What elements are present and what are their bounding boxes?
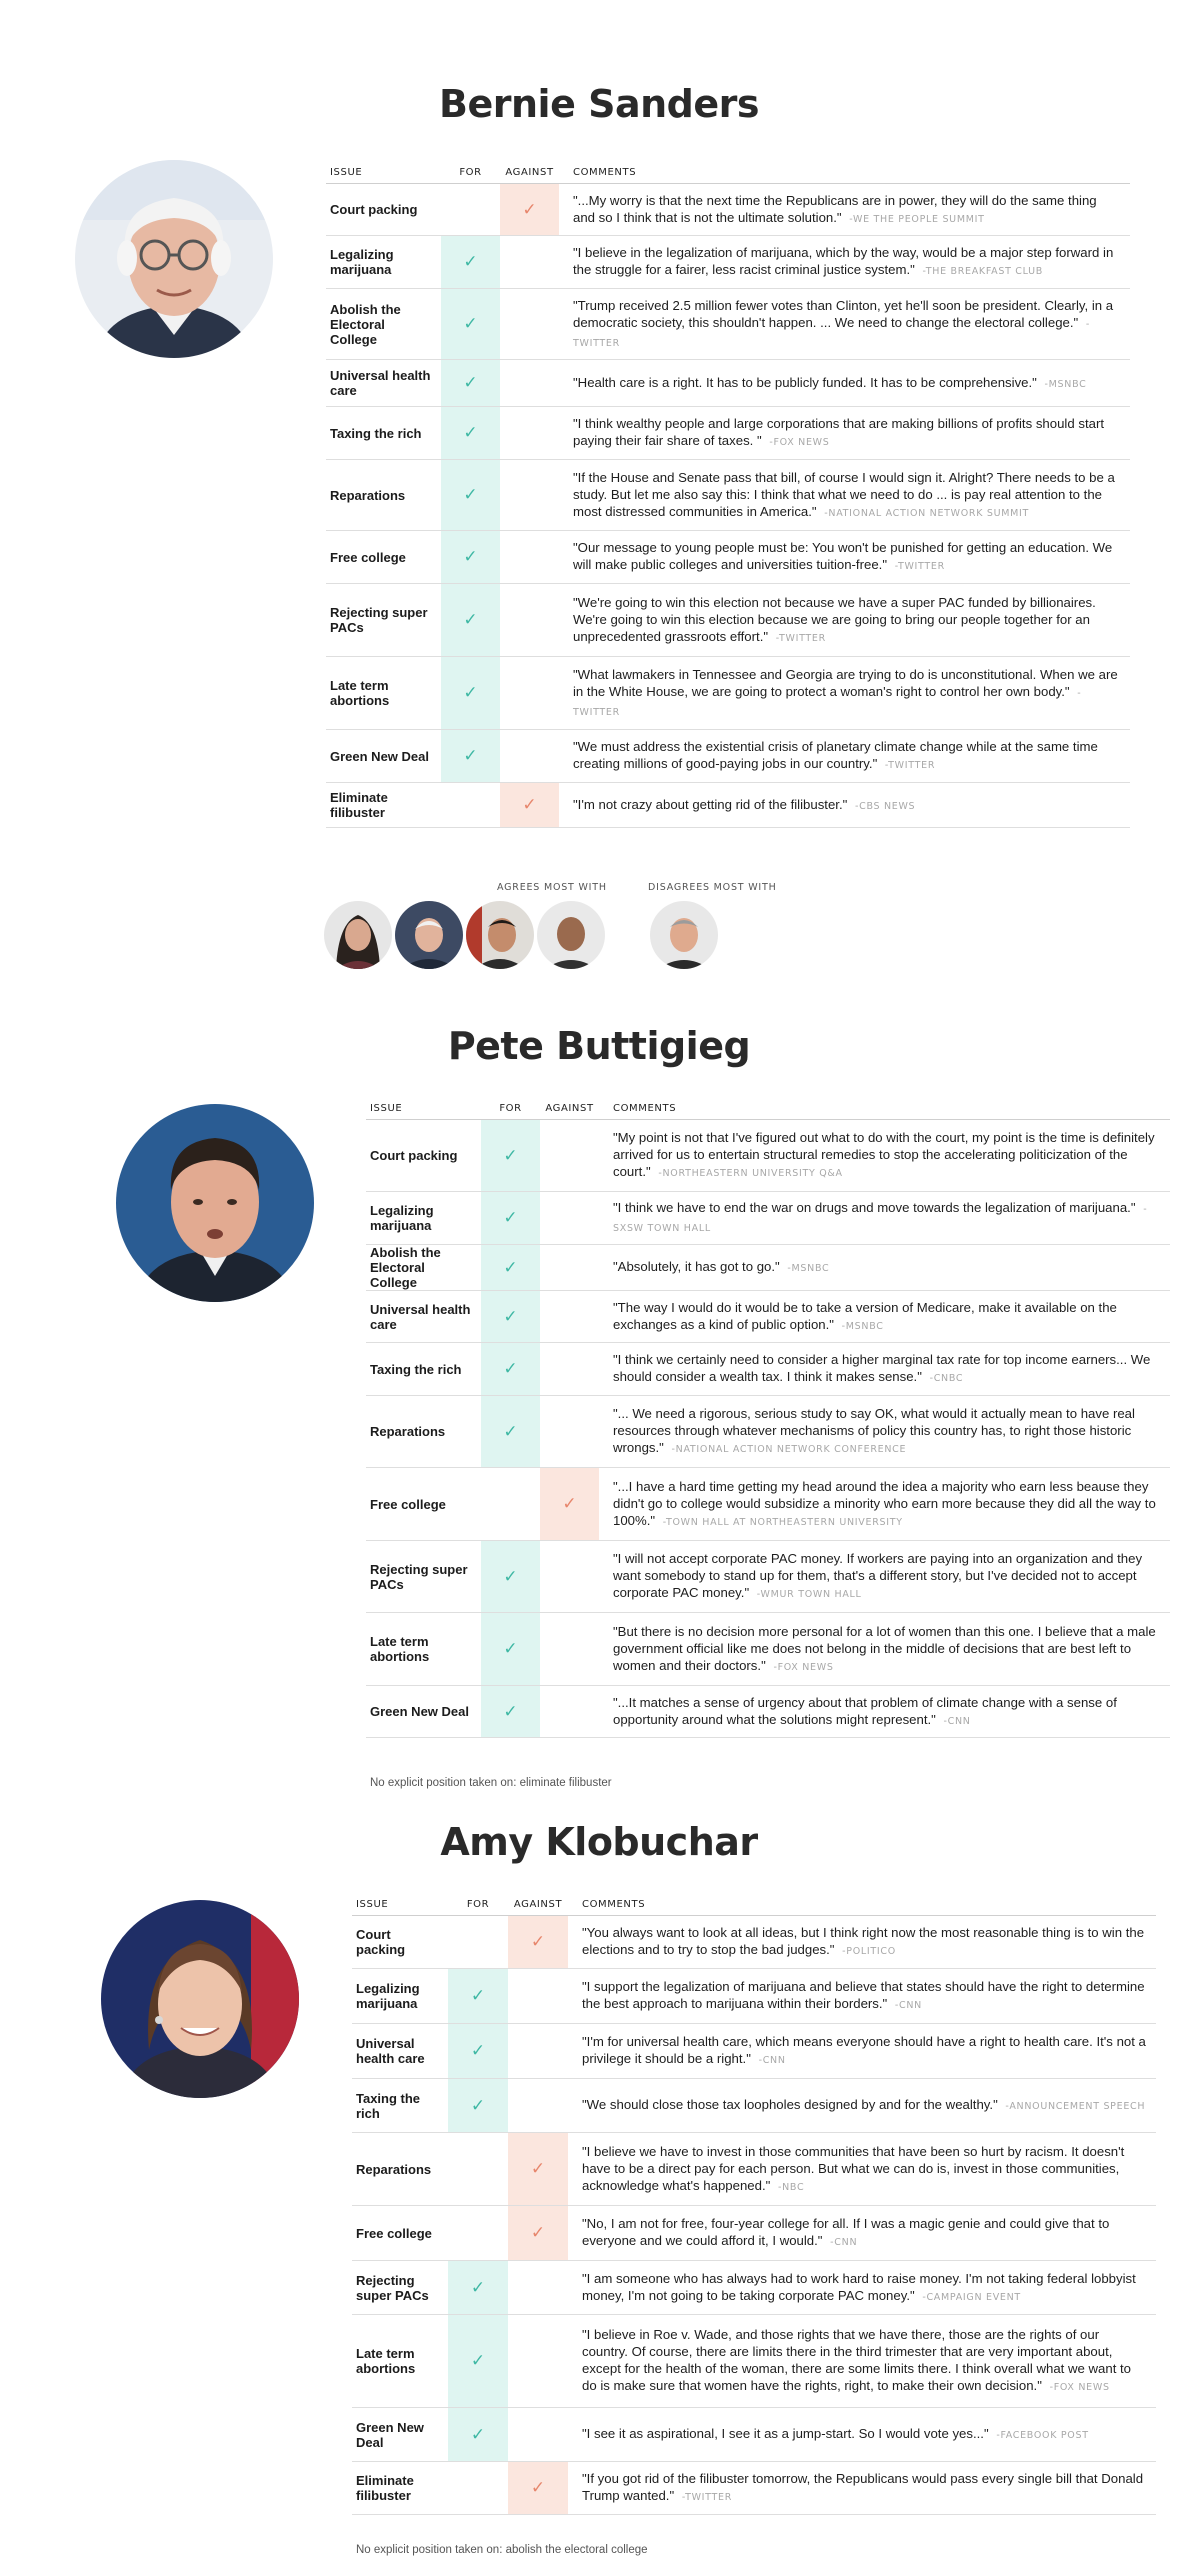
issue-label: Late term abortions [366,1613,481,1686]
comment-source: -CNN [894,2000,922,2011]
comment-cell [559,460,1130,531]
agrees-most-with-label: AGREES MOST WITH [497,882,607,893]
comment-cell [568,2261,1156,2315]
check-icon: ✓ [503,1208,518,1227]
comment-cell [568,2315,1156,2408]
comments-column-header: COMMENTS [568,1896,1156,1916]
comment-cell [568,2024,1156,2079]
table-row [366,1343,1170,1396]
table-row [352,2315,1156,2408]
for-cell [441,584,500,657]
candidate-name: Amy Klobuchar [440,1820,758,1864]
for-cell [448,2315,508,2408]
comment-source: -FACEBOOK POST [996,2430,1089,2441]
table-row [352,2462,1156,2515]
check-icon: ✓ [463,610,478,629]
check-icon: ✓ [530,2478,546,2497]
comments-column-header: COMMENTS [559,164,1130,184]
for-cell [448,1916,508,1969]
no-position-note: No explicit position taken on: eliminate filibuster [370,1777,612,1789]
against-cell [500,460,559,531]
comment-source: -MSNBC [787,1263,830,1274]
issue-label: Taxing the rich [326,407,441,460]
against-cell [540,1291,599,1343]
table-row [352,2206,1156,2261]
comment-text: "I believe in the legalization of marijuana, which by the way, would be a major step forward in the struggle for a fairer, less racist criminal justice system." [573,245,1114,277]
check-icon: ✓ [503,1257,518,1277]
issues-table [366,1100,1170,1738]
check-icon: ✓ [503,1145,518,1165]
against-cell [540,1541,599,1613]
comment-source: -WE THE PEOPLE SUMMIT [849,213,985,225]
comment-source: -TWITTER [573,687,1082,718]
comment-text: "...My worry is that the next time the Republicans are in power, they will do the same thing and so I think that is not the ultimate solution." [573,192,1097,225]
for-cell [441,360,500,407]
candidate-section-pete-buttigieg [0,1000,1198,1800]
against-cell [500,236,559,289]
candidate-section-amy-klobuchar [0,1800,1198,2564]
check-icon: ✓ [463,373,478,392]
comment-text: "... We need a rigorous, serious study to say OK, what would it actually mean to have real resources through whatever mechanisms of policy this country has, to right those historic wrongs." [613,1406,1135,1455]
check-icon: ✓ [503,1639,518,1658]
issue-label: Eliminate filibuster [352,2462,448,2515]
check-icon: ✓ [470,2351,486,2370]
issue-label: Legalizing marijuana [326,236,441,289]
issue-label: Rejecting super PACs [326,584,441,657]
for-cell [481,1541,540,1613]
issue-column-header: ISSUE [352,1896,448,1916]
candidate-name: Pete Buttigieg [447,1024,751,1068]
against-cell [540,1245,599,1291]
check-icon: ✓ [463,746,478,765]
for-cell [481,1468,540,1541]
against-cell [508,2206,568,2261]
bernie-sanders-portrait-icon [75,160,273,358]
candidate-section-bernie-sanders [0,0,1198,990]
issue-label: Legalizing marijuana [366,1192,481,1245]
comment-cell [559,531,1130,584]
against-column-header: AGAINST [508,1896,568,1916]
comment-text: "...It matches a sense of urgency about that problem of climate change with a sense of opportunity around what the solutions might represent." [613,1694,1117,1727]
issue-label: Legalizing marijuana [352,1969,448,2024]
table-row [326,184,1130,236]
table-row [366,1192,1170,1245]
issue-column-header: ISSUE [326,164,441,184]
against-cell [508,2315,568,2408]
candidate-avatar-woman-dark-hair-icon[interactable] [324,901,392,969]
comment-text: "The way I would do it would be to take a version of Medicare, make it available on the exchanges as a kind of public option." [613,1299,1117,1332]
table-row [326,531,1130,584]
against-cell [500,584,559,657]
against-cell [508,2133,568,2206]
table-row [326,360,1130,407]
check-icon: ✓ [503,1566,518,1586]
check-icon: ✓ [463,547,478,566]
for-cell [441,783,500,828]
for-cell [481,1686,540,1738]
check-icon: ✓ [470,2095,486,2115]
comment-text: "If the House and Senate pass that bill, of course I would sign it. Alright? There needs to be a study. But let me also say this: I think that what we need to do ... is pay real attention to the most distressed communities in America." [573,469,1115,519]
issue-label: Abolish the Electoral College [366,1245,481,1291]
against-cell [500,184,559,236]
check-icon: ✓ [470,2424,486,2444]
check-icon: ✓ [503,1359,518,1378]
issue-label: Free college [366,1468,481,1541]
for-cell [441,730,500,783]
table-row [352,2408,1156,2462]
comment-source: -NATIONAL ACTION NETWORK CONFERENCE [671,1444,907,1455]
for-cell [441,236,500,289]
for-column-header: FOR [448,1896,508,1916]
comment-source: -WMUR TOWN HALL [756,1589,862,1600]
candidate-name: Bernie Sanders [439,82,759,126]
check-icon: ✓ [530,2159,546,2178]
for-cell [448,2206,508,2261]
comment-cell [568,2133,1156,2206]
comment-cell [568,1916,1156,1969]
candidate-avatar-dark-hair-man-icon[interactable] [466,901,534,969]
check-icon: ✓ [562,1494,577,1513]
for-cell [481,1120,540,1192]
comment-text: "If you got rid of the filibuster tomorrow, the Republicans would pass every single bill that Donald Trump wanted." [582,2471,1144,2503]
issue-label: Green New Deal [366,1686,481,1738]
for-cell [481,1192,540,1245]
comment-cell [568,2079,1156,2133]
for-cell [441,184,500,236]
comment-text: "...I have a hard time getting my head around the idea a majority who earn less beause they didn't go to college would subsidize a minority who earn more because they did all the way to 100%." [613,1478,1156,1528]
for-cell [441,657,500,730]
check-icon: ✓ [522,795,537,814]
check-icon: ✓ [522,199,537,219]
no-position-note: No explicit position taken on: abolish the electoral college [356,2544,648,2556]
against-cell [508,2024,568,2079]
comment-text: "But there is no decision more personal for a lot of women than this one. I believe that a male government official like me does not belong in the middle of decisions that are best left to women and their doctors." [613,1623,1156,1673]
table-row [352,1969,1156,2024]
issue-label: Green New Deal [352,2408,448,2462]
comment-text: "I believe in Roe v. Wade, and those rights that we have there, those are the rights of our country. Of course, there are limits there in the third trimester that are very important about, except for the health of the woman, there are some limits there. I think overall what we want to do is make sure that women have the rights, right, to make their own decision." [582,2327,1132,2393]
pete-buttigieg-portrait-icon [116,1104,314,1302]
issue-label: Court packing [326,184,441,236]
table-row [366,1291,1170,1343]
issue-label: Free college [352,2206,448,2261]
for-cell [441,460,500,531]
comment-text: "I'm for universal health care, which means everyone should have a right to health care. It's not a privilege it should be a right." [582,2034,1146,2066]
for-cell [441,289,500,360]
check-icon: ✓ [463,485,478,504]
comment-source: -TOWN HALL AT NORTHEASTERN UNIVERSITY [662,1516,903,1528]
against-cell [540,1120,599,1192]
against-cell [500,531,559,584]
table-row [366,1613,1170,1686]
comment-text: "Health care is a right. It has to be publicly funded. It has to be comprehensive." [573,374,1037,390]
comment-source: -SXSW TOWN HALL [613,1204,1148,1234]
check-icon: ✓ [470,1986,486,2005]
comment-source: -TWITTER [681,2492,733,2503]
table-row [366,1396,1170,1468]
issue-label: Reparations [352,2133,448,2206]
comment-source: -NBC [777,2181,805,2193]
comment-source: -CNBC [929,1373,964,1384]
comment-cell [599,1468,1170,1541]
check-icon: ✓ [470,2041,486,2060]
comment-cell [559,360,1130,407]
check-icon: ✓ [470,2277,486,2297]
comment-text: "Our message to young people must be: You won't be punished for getting an education. We will make public colleges and universities tuition-free." [573,540,1113,572]
candidate-avatar-bald-man-icon[interactable] [537,901,605,969]
for-cell [481,1613,540,1686]
issue-label: Universal health care [366,1291,481,1343]
issue-label: Court packing [366,1120,481,1192]
table-row [366,1541,1170,1613]
comment-text: "I believe we have to invest in those communities that have been so hurt by racism. It doesn't have to be a direct pay for each person. But what we can do is, invest in those communities, acknowledge what's happened." [582,2143,1125,2193]
comment-cell [559,236,1130,289]
against-cell [540,1396,599,1468]
against-cell [500,730,559,783]
comment-cell [599,1343,1170,1396]
for-cell [448,1969,508,2024]
comment-cell [568,2408,1156,2462]
comment-text: "I'm not crazy about getting rid of the filibuster." [573,796,848,812]
against-cell [500,783,559,828]
issue-label: Taxing the rich [366,1343,481,1396]
comment-cell [599,1245,1170,1291]
check-icon: ✓ [530,2223,546,2242]
table-row [352,2261,1156,2315]
comment-source: -CAMPAIGN EVENT [922,2291,1021,2303]
candidate-avatar-gray-hair-man-icon[interactable] [650,901,718,969]
check-icon: ✓ [503,1421,518,1441]
issue-label: Rejecting super PACs [366,1541,481,1613]
against-cell [500,289,559,360]
comment-cell [599,1291,1170,1343]
comment-source: -POLITICO [842,1946,896,1957]
against-cell [500,407,559,460]
comment-cell [568,1969,1156,2024]
comment-cell [599,1541,1170,1613]
comment-text: "We should close those tax loopholes designed by and for the wealthy." [582,2097,998,2112]
against-column-header: AGAINST [500,164,559,184]
for-cell [481,1245,540,1291]
for-cell [448,2462,508,2515]
comment-source: -CNN [943,1715,971,1727]
comment-cell [559,584,1130,657]
comment-text: "I will not accept corporate PAC money. If workers are paying into an organization and they want somebody to stand up for them, that's a different story, but I've decided not to accept corporate PAC money." [613,1551,1143,1600]
check-icon: ✓ [503,1306,518,1326]
disagrees-most-with-label: DISAGREES MOST WITH [648,882,777,893]
table-row [352,2133,1156,2206]
against-cell [508,2261,568,2315]
for-column-header: FOR [481,1100,540,1120]
issue-label: Free college [326,531,441,584]
issue-label: Eliminate filibuster [326,783,441,828]
check-icon: ✓ [463,423,478,442]
table-row [352,2079,1156,2133]
table-row [366,1686,1170,1738]
table-row [326,730,1130,783]
table-row [326,584,1130,657]
issue-label: Rejecting super PACs [352,2261,448,2315]
against-cell [500,360,559,407]
comment-cell [599,1396,1170,1468]
comment-source: -NORTHEASTERN UNIVERSITY Q&A [658,1168,843,1179]
table-row [366,1120,1170,1192]
comment-cell [568,2462,1156,2515]
issue-label: Green New Deal [326,730,441,783]
comments-column-header: COMMENTS [599,1100,1170,1120]
table-row [326,657,1130,730]
comment-source: -FOX NEWS [1049,2382,1110,2393]
comment-text: "I see it as aspirational, I see it as a jump-start. So I would vote yes..." [582,2426,989,2441]
comment-cell [559,657,1130,730]
issue-label: Reparations [326,460,441,531]
comment-text: "We're going to win this election not because we have a super PAC funded by billionaires. We're going to win this election because we are going to bring our people together for an unprecedented grassroots effort." [573,594,1096,644]
against-cell [500,657,559,730]
table-row [326,783,1130,828]
comment-cell [559,289,1130,360]
comment-cell [599,1613,1170,1686]
candidate-avatar-white-hair-man-icon[interactable] [395,901,463,969]
comment-cell [559,184,1130,236]
for-column-header: FOR [441,164,500,184]
table-row [352,1916,1156,1969]
comment-text: "I think we certainly need to consider a higher marginal tax rate for top income earners... We should consider a wealth tax. I think it makes sense." [613,1352,1151,1384]
for-cell [448,2133,508,2206]
issue-label: Court packing [352,1916,448,1969]
for-cell [481,1291,540,1343]
comment-text: "You always want to look at all ideas, but I think right now the most reasonable thing is to win the elections and to try to stop the bad judges." [582,1925,1145,1957]
comment-cell [559,730,1130,783]
comment-text: "Trump received 2.5 million fewer votes than Clinton, yet he'll soon be president. Clearly, in a democratic society, this shouldn't happen. ... We need to change the electoral college." [573,297,1114,330]
issue-label: Taxing the rich [352,2079,448,2133]
comment-source: -TWITTER [894,561,945,572]
table-row [326,236,1130,289]
comment-text: "I think wealthy people and large corporations that are making billions of profits should start paying their fair share of taxes. " [573,416,1105,448]
against-cell [540,1686,599,1738]
for-cell [448,2079,508,2133]
comment-cell [559,407,1130,460]
for-cell [441,531,500,584]
comment-source: -MSNBC [1044,378,1087,390]
comment-source: -NATIONAL ACTION NETWORK SUMMIT [824,507,1030,519]
issue-label: Abolish the Electoral College [326,289,441,360]
table-row [326,407,1130,460]
comment-text: "No, I am not for free, four-year college for all. If I was a magic genie and could give that to everyone and we could afford it, I would." [582,2216,1110,2248]
against-column-header: AGAINST [540,1100,599,1120]
comment-text: "What lawmakers in Tennessee and Georgia are trying to do is unconstitutional. When we are in the White House, we are going to protect a woman's right to control her own body." [573,666,1118,699]
against-cell [508,1969,568,2024]
for-cell [448,2408,508,2462]
issues-table [326,164,1130,828]
table-header-row [326,164,1130,184]
check-icon: ✓ [463,252,478,271]
comment-text: "We must address the existential crisis of planetary climate change while at the same time creating millions of good-paying jobs in our country." [573,739,1098,771]
table-header-row [366,1100,1170,1120]
table-row [326,289,1130,360]
comment-source: -THE BREAKFAST CLUB [922,266,1044,277]
issue-label: Reparations [366,1396,481,1468]
amy-klobuchar-portrait-icon [101,1900,299,2098]
comment-source: -CNN [830,2237,858,2248]
comment-source: -ANNOUNCEMENT SPEECH [1005,2101,1146,2112]
against-cell [508,2079,568,2133]
against-cell [540,1613,599,1686]
comment-source: -CNN [758,2055,786,2066]
comment-text: "I am someone who has always had to work hard to raise money. I'm not taking federal lobbyist money, I'm not going to be taking corporate PAC money." [582,2270,1136,2303]
against-cell [508,1916,568,1969]
check-icon: ✓ [463,314,478,333]
table-row [366,1468,1170,1541]
issue-label: Late term abortions [352,2315,448,2408]
table-row [352,2024,1156,2079]
comment-source: -TWITTER [775,632,826,644]
comment-text: "My point is not that I've figured out what to do with the court, my point is the time is definitely arrived for us to entertain structural remedies to stop the accelerating politicization of the court." [613,1130,1155,1179]
comment-source: -TWITTER [884,760,936,771]
comment-text: "I think we have to end the war on drugs and move towards the legalization of marijuana." [613,1200,1136,1215]
table-row [366,1245,1170,1291]
for-cell [448,2024,508,2079]
issues-table [352,1896,1156,2515]
for-cell [481,1396,540,1468]
check-icon: ✓ [463,683,478,702]
for-cell [441,407,500,460]
for-cell [481,1343,540,1396]
table-header-row [352,1896,1156,1916]
against-cell [508,2462,568,2515]
comment-cell [559,783,1130,828]
comment-cell [599,1192,1170,1245]
issue-label: Universal health care [352,2024,448,2079]
check-icon: ✓ [530,1932,546,1951]
comment-source: -FOX NEWS [769,437,830,448]
comment-source: -MSNBC [841,1320,884,1332]
comment-source: -TWITTER [573,318,1091,349]
for-cell [448,2261,508,2315]
issue-column-header: ISSUE [366,1100,481,1120]
comment-text: "Absolutely, it has got to go." [613,1259,780,1274]
comment-text: "I support the legalization of marijuana and believe that states should have the right to determine the best approach to marijuana within their borders." [582,1979,1145,2011]
issue-label: Late term abortions [326,657,441,730]
comment-cell [568,2206,1156,2261]
comment-source: -FOX NEWS [773,1661,834,1673]
check-icon: ✓ [503,1701,518,1721]
against-cell [540,1192,599,1245]
against-cell [508,2408,568,2462]
comment-cell [599,1686,1170,1738]
issue-label: Universal health care [326,360,441,407]
against-cell [540,1468,599,1541]
comment-cell [599,1120,1170,1192]
against-cell [540,1343,599,1396]
comment-source: -CBS NEWS [854,800,916,812]
table-row [326,460,1130,531]
